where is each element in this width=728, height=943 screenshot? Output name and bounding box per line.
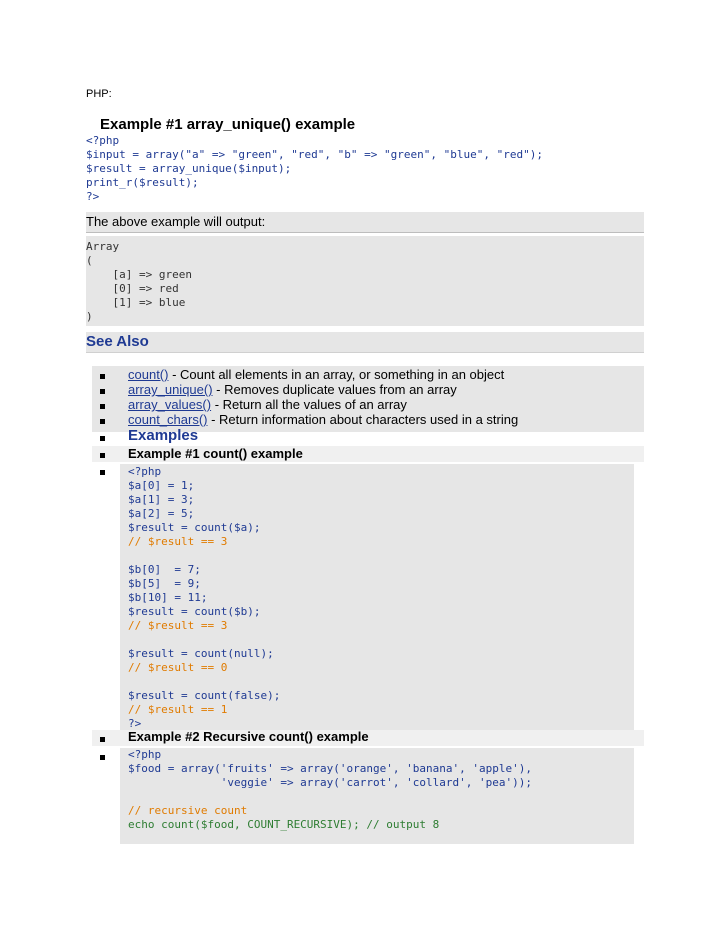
list-bullet — [100, 419, 105, 424]
output-block — [86, 236, 644, 326]
list-bullet — [100, 436, 105, 441]
list-bullet — [100, 453, 105, 458]
code-line: $b[0] = 7; — [128, 563, 201, 576]
code-line: ?> — [128, 717, 142, 730]
item-desc: - Removes duplicate values from an array — [212, 382, 457, 397]
example1-code — [86, 134, 646, 218]
code-comment: // $result == 1 — [128, 703, 228, 716]
code-line: $b[10] = 11; — [128, 591, 208, 604]
item-desc: - Return information about characters used in a string — [207, 412, 519, 427]
count-link[interactable]: count() — [128, 367, 169, 382]
code-line: $result = count($a); — [128, 521, 261, 534]
list-bullet — [100, 404, 105, 409]
array-unique-link[interactable]: array_unique() — [128, 382, 213, 397]
list-bullet — [100, 470, 105, 475]
output-line: Array — [86, 240, 120, 253]
code-line: ?> — [86, 190, 100, 203]
list-item — [128, 382, 457, 397]
example1-title: Example #1 array_unique() example — [100, 116, 356, 133]
code-line: $result = array_unique($input); — [86, 162, 292, 175]
ex1-title: Example #1 count() example — [128, 446, 303, 461]
code-comment: // $result == 3 — [128, 619, 228, 632]
output-line: [a] => green — [86, 268, 192, 281]
code-line: print_r($result); — [86, 176, 199, 189]
output-line: [1] => blue — [86, 296, 186, 309]
list-bullet — [100, 755, 105, 760]
item-desc: - Return all the values of an array — [211, 397, 407, 412]
output-label-band — [86, 212, 644, 233]
code-comment: // $result == 0 — [128, 661, 228, 674]
code-line: $a[0] = 1; — [128, 479, 195, 492]
code-comment: // $result == 3 — [128, 535, 228, 548]
code-line: <?php — [128, 748, 162, 761]
code-line: <?php — [128, 465, 162, 478]
list-bullet — [100, 737, 105, 742]
list-item — [128, 412, 518, 427]
examples-heading: Examples — [128, 427, 199, 444]
item-desc: - Count all elements in an array, or something in an object — [168, 367, 505, 382]
see-also-title: See Also — [86, 333, 149, 350]
output-label: The above example will output: — [86, 214, 266, 229]
code-line: echo count($food, COUNT_RECURSIVE); // output 8 — [128, 818, 440, 831]
code-line: $a[2] = 5; — [128, 507, 195, 520]
code-line: $b[5] = 9; — [128, 577, 201, 590]
code-line: $input = array("a" => "green", "red", "b" => "green", "blue", "red"); — [86, 148, 543, 161]
output-line: ) — [86, 310, 93, 323]
list-bullet — [100, 389, 105, 394]
count-chars-link[interactable]: count_chars() — [128, 412, 208, 427]
code-line: $a[1] = 3; — [128, 493, 195, 506]
code-line: $result = count(null); — [128, 647, 274, 660]
list-item — [128, 397, 407, 412]
output-line: [0] => red — [86, 282, 179, 295]
output-line: ( — [86, 254, 93, 267]
list-item — [128, 367, 504, 382]
see-also-band — [86, 332, 644, 353]
code-line: $result = count($b); — [128, 605, 261, 618]
code-line: 'veggie' => array('carrot', 'collard', 'pea')); — [128, 776, 532, 789]
list-bullet — [100, 374, 105, 379]
ex2-code — [128, 748, 532, 846]
array-values-link[interactable]: array_values() — [128, 397, 212, 412]
code-line: $result = count(false); — [128, 689, 281, 702]
ex2-title: Example #2 Recursive count() example — [128, 729, 369, 744]
code-comment: // recursive count — [128, 804, 248, 817]
php-label: PHP: — [86, 88, 112, 100]
code-line: <?php — [86, 134, 120, 147]
code-line: $food = array('fruits' => array('orange', 'banana', 'apple'), — [128, 762, 532, 775]
